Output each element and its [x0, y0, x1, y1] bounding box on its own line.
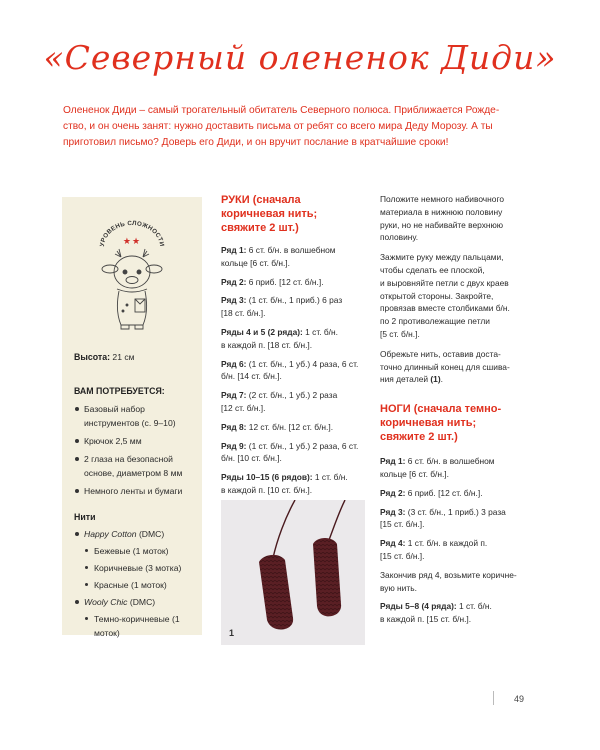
pattern-row: Ряд 3: (1 ст. б/н., 1 приб.) 6 раз [18 ст. б/н.].: [221, 295, 343, 319]
list-item: Красные (1 моток): [74, 578, 196, 592]
page-title: «Северный олененок Диди»: [43, 38, 557, 77]
threads-list: [74, 510, 196, 640]
difficulty-label: УРОВЕНЬ СЛОЖНОСТИ: [98, 219, 166, 248]
list-item: Бежевые (1 моток): [74, 544, 196, 558]
pattern-row: Ряд 2: 6 приб. [12 ст. б/н.].: [380, 487, 483, 498]
pattern-row: Ряд 4: 1 ст. б/н. в каждой п. [15 ст. б/н.].: [380, 538, 488, 561]
materials-list: [74, 384, 196, 498]
pattern-row: Ряд 8: 12 ст. б/н. [12 ст. б/н.].: [221, 421, 334, 432]
list-item: Happy Cotton (DMC): [74, 527, 196, 541]
difficulty-stars: ★★: [122, 236, 142, 246]
pattern-row: Ряды 4 и 5 (2 ряда): 1 ст. б/н. в каждой п. [18 ст. б/н.].: [221, 326, 338, 350]
legs-note: Закончив ряд 4, возьмите коричне- вую нить.: [380, 569, 517, 593]
pattern-row: Ряды 5–8 (4 ряда): 1 ст. б/н. в каждой п. [15 ст. б/н.].: [380, 601, 492, 625]
pattern-row: Ряд 1: 6 ст. б/н. в волшебном кольце [6 ст. б/н.].: [380, 456, 495, 479]
height-label: Высота:: [74, 352, 111, 362]
list-item: 2 глаза на безопасной основе, диаметром 8 мм: [74, 452, 196, 480]
list-item: Коричневые (3 мотка): [74, 561, 196, 575]
intro-line: Олененок Диди – самый трогательный обитатель Северного полюса. Приближается Рожде-: [63, 105, 500, 116]
deer-illustration-icon: [97, 245, 169, 333]
list-item: Темно-коричневые (1 моток): [74, 612, 196, 640]
pattern-row: Ряд 9: (1 ст. б/н., 1 уб.) 2 раза, 6 ст. б/н. [10 ст. б/н.].: [221, 440, 359, 464]
arms-section: [221, 193, 371, 503]
pattern-row: Ряд 7: (2 ст. б/н., 1 уб.) 2 раза [12 ст. б/н.].: [221, 390, 338, 413]
materials-title: ВАМ ПОТРЕБУЕТСЯ:: [74, 386, 165, 396]
photo-number: 1: [229, 628, 235, 638]
page-number: 49: [514, 694, 525, 704]
legs-title: НОГИ (сначала темно- коричневая нить; свяжите 2 шт.): [380, 403, 502, 444]
height-value: 21 см: [110, 352, 135, 362]
arms-photo: [221, 500, 365, 645]
pattern-row: Ряды 10–15 (6 рядов): 1 ст. б/н. в каждой п. [10 ст. б/н.].: [221, 472, 348, 495]
pattern-row: Ряд 3: (3 ст. б/н., 1 приб.) 3 раза [15 ст. б/н.].: [380, 506, 506, 530]
list-item: Немного ленты и бумаги: [74, 484, 196, 498]
list-item: Wooly Chic (DMC): [74, 595, 196, 609]
pattern-row: Ряд 6: (1 ст. б/н., 1 уб.) 4 раза, 6 ст. б/н. [14 ст. б/н.].: [221, 358, 359, 382]
height-info: [74, 350, 196, 364]
paragraph: Зажмите руку между пальцами, чтобы сделать ее плоской, и выровняйте петли с двух краев открытой стороны. Закройте, провязав вместе столбиками б/н. по 2 противолежащие петли [5 ст. б/н.].: [380, 252, 510, 339]
arms-title: РУКИ (сначала коричневая нить; свяжите 2 шт.): [221, 194, 318, 234]
crochet-arms-image: [221, 500, 365, 645]
list-item: Крючок 2,5 мм: [74, 434, 196, 448]
list-item: Базовый набор инструментов (с. 9–10): [74, 402, 196, 430]
pattern-row: Ряд 1: 6 ст. б/н. в волшебном кольце [6 ст. б/н.].: [221, 245, 336, 268]
page-divider: [493, 691, 494, 705]
intro-line: приготовил письмо? Доверь его Диди, и он вручит послание в кратчайшие сроки!: [63, 137, 449, 148]
intro-text: [63, 103, 543, 151]
right-column: [380, 193, 540, 632]
threads-title: Нити: [74, 512, 96, 522]
paragraph: Положите немного набивочного материала в нижнюю половину руки, но не набивайте верхнюю половину.: [380, 194, 504, 243]
intro-line: ство, и он очень занят: нужно доставить письма от ребят со всего мира Деду Морозу. А ты: [63, 121, 493, 132]
paragraph: Обрежьте нить, оставив доста- точно длинный конец для сшива- ния деталей (1).: [380, 348, 510, 385]
pattern-row: Ряд 2: 6 приб. [12 ст. б/н.].: [221, 276, 324, 287]
